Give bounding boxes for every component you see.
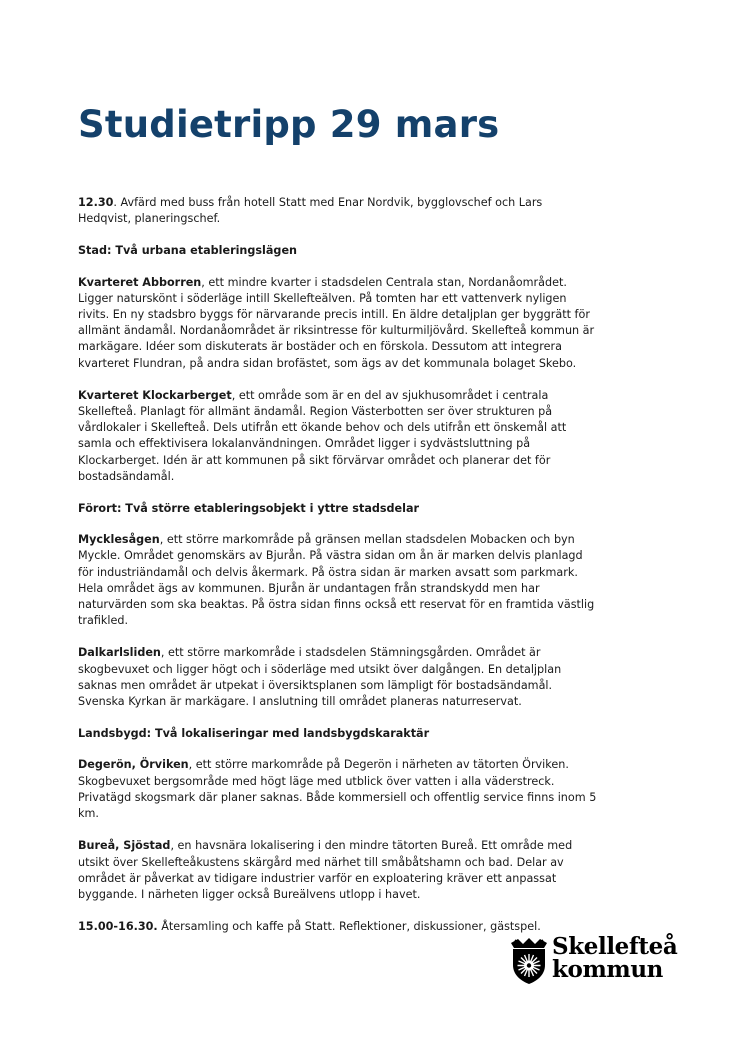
- logo-line-1: Skellefteå: [552, 933, 678, 960]
- paragraph-abborren: [78, 275, 598, 372]
- intro-text: . Avfärd med buss från hotell Statt med Enar Nordvik, bygglovschef och Lars Hedqvist, planeringschef.: [78, 196, 543, 226]
- section-heading-fororts: Förort: Två större etableringsobjekt i yttre stadsdelar: [78, 502, 420, 516]
- skelleftea-coat-of-arms-icon: [509, 937, 549, 985]
- intro-time: 12.30: [78, 196, 114, 209]
- item-text: , ett större markområde i stadsdelen Stämningsgården. Området är skogbevuxet och ligger högt och i söderläge med utsikt över dalgången. En detaljplan saknas men området är utpekat i översiktsplanen som lämpligt för bostadsändamål. Svenska Kyrkan är markägare. I anslutning till området planeras naturreservat.: [78, 646, 562, 709]
- paragraph-burea: [78, 838, 598, 903]
- section-heading-landsbygd: Landsbygd: Två lokaliseringar med landsbygdskaraktär: [78, 727, 430, 741]
- item-name: Bureå, Sjöstad: [78, 839, 171, 853]
- item-name: Dalkarlsliden: [78, 646, 161, 660]
- logo-line-2: kommun: [552, 956, 663, 983]
- closing-text: Återsamling och kaffe på Statt. Reflektioner, diskussioner, gästspel.: [157, 920, 541, 934]
- item-text: , en havsnära lokalisering i den mindre tätorten Bureå. Ett område med utsikt över Skellefteåkustens skärgård med närhet till småbåtshamn och bad. Delar av området är påverkat av tidigare industrier varför en exploatering kräver ett anpassat byggande. I närheten ligger också Bureälvens utlopp i havet.: [78, 839, 573, 901]
- item-name: Degerön, Örviken: [78, 758, 189, 772]
- skelleftea-kommun-logo: [509, 933, 679, 989]
- closing-time: 15.00-16.30.: [78, 920, 158, 934]
- section-heading-stad: Stad: Två urbana etableringslägen: [78, 244, 297, 258]
- page-title: Studietripp 29 mars: [78, 103, 500, 146]
- paragraph-klockarberget: [78, 388, 598, 485]
- item-name: Mycklesågen: [78, 533, 160, 547]
- item-name: Kvarteret Abborren: [78, 275, 202, 289]
- paragraph-mycklesagen: [78, 532, 598, 629]
- item-text: , ett större markområde på Degerön i närheten av tätorten Örviken. Skogbevuxet bergsområde med högt läge med utblick över vatten i alla väderstreck. Privatägd skogsmark där planer saknas. Både kommersiell och offentlig service finns inom 5 km.: [78, 758, 597, 821]
- item-name: Kvarteret Klockarberget: [78, 388, 232, 402]
- item-text: , ett större markområde på gränsen mellan stadsdelen Mobacken och byn Myckle. Området genomskärs av Bjurån. På västra sidan om ån är marken delvis planlagd för industriändamål och delvis åkermark. På östra sidan är marken avsatt som parkmark. Hela området ägs av kommunen. Bjurån är undantagen från strandskydd men har naturvärden som ska beaktas. På östra sidan finns också ett reservat för en framtida västlig trafikled.: [78, 533, 595, 628]
- logo-wordmark: [552, 935, 677, 981]
- paragraph-degeron: [78, 757, 598, 822]
- document-body: [78, 195, 598, 951]
- intro-paragraph: [78, 195, 598, 227]
- paragraph-dalkarlsliden: [78, 645, 598, 710]
- item-text: , ett mindre kvarter i stadsdelen Centrala stan, Nordanåområdet. Ligger naturskönt i söderläge intill Skellefteälven. På tomten har ett vattenverk nyligen rivits. En ny stadsbro byggs för närvarande precis intill. En äldre detaljplan ger byggrätt för allmänt ändamål. Nordanåområdet är riksintresse för kulturmiljövård. Skellefteå kommun är markägare. Idéer som diskuterats är bostäder och en förskola. Dessutom att integrera kvarteret Flundran, på andra sidan brofästet, som ägs av det kommunala bolaget Skebo.: [78, 275, 595, 370]
- item-text: , ett område som är en del av sjukhusområdet i centrala Skellefteå. Planlagt för allmänt ändamål. Region Västerbotten ser över strukturen på vårdlokaler i Skellefteå. Dels utifrån ett ökande behov och dels utifrån ett önskemål att samla och effektivisera lokalanvändningen. Området ligger i sydvästsluttning på Klockarberget. Idén är att kommunen på sikt förvärvar området och planerar det för bostadsändamål.: [78, 388, 567, 483]
- closing-paragraph: [78, 919, 598, 935]
